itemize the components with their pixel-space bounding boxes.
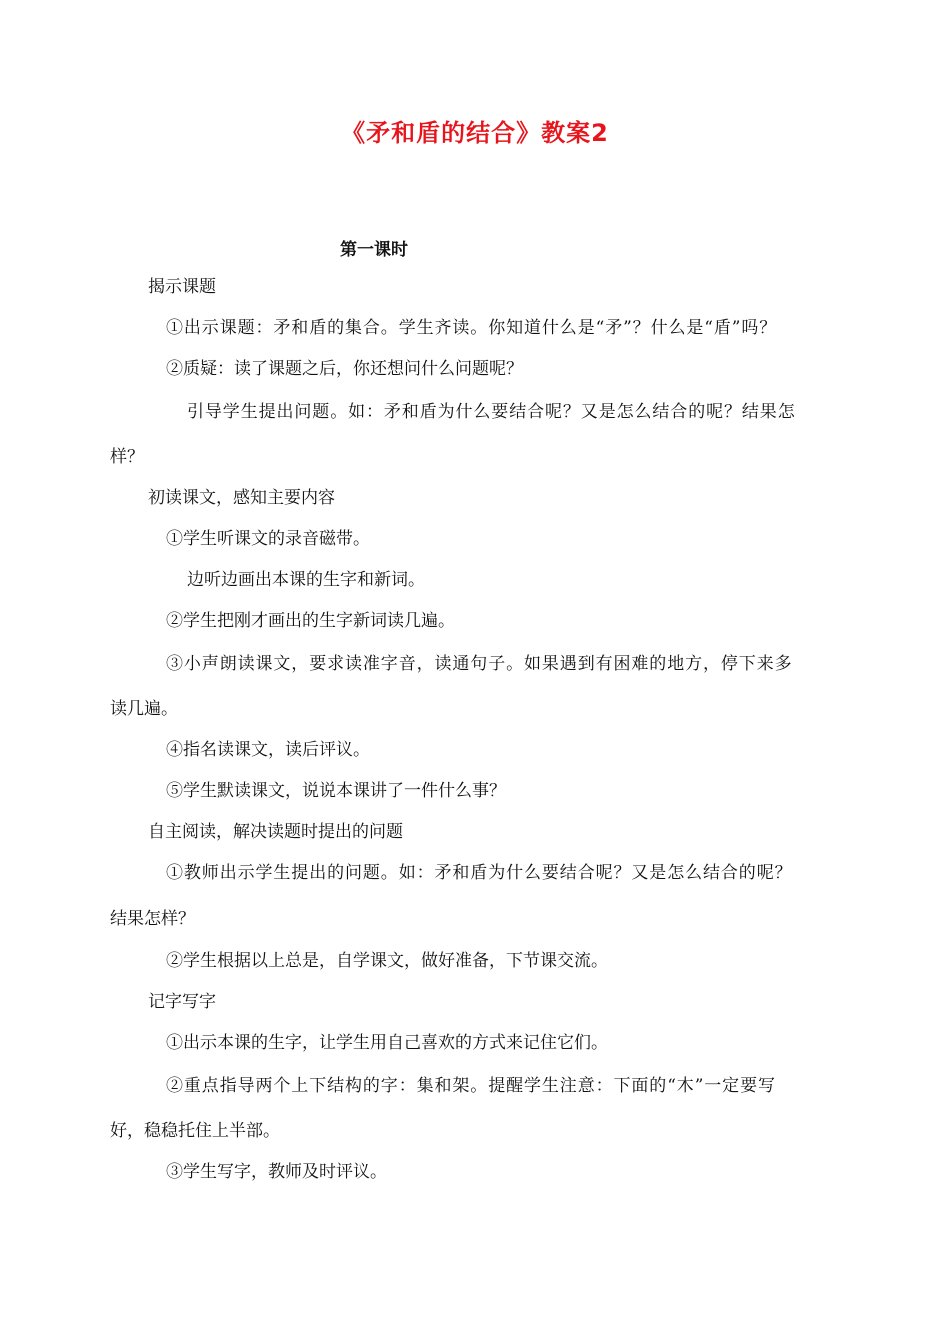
paragraph: ②学生把刚才画出的生字新词读几遍。 xyxy=(166,611,455,631)
paragraph: ④指名读课文，读后评议。 xyxy=(166,740,370,760)
paragraph: 结果怎样？ xyxy=(110,909,195,929)
paragraph: 边听边画出本课的生字和新词。 xyxy=(187,570,425,590)
paragraph: ⑤学生默读课文，说说本课讲了一件什么事？ xyxy=(166,781,506,801)
paragraph: ②学生根据以上总是，自学课文，做好准备，下节课交流。 xyxy=(166,951,608,971)
document-title: 《矛和盾的结合》教案2 xyxy=(341,119,609,147)
paragraph: ③小声朗读课文，要求读准字音，读通句子。如果遇到有困难的地方，停下来多 xyxy=(166,654,793,674)
paragraph: ①出示课题：矛和盾的集合。学生齐读。你知道什么是“矛”？什么是“盾”吗？ xyxy=(166,318,778,338)
section-heading: 自主阅读，解决读题时提出的问题 xyxy=(148,822,403,842)
section-heading: 初读课文，感知主要内容 xyxy=(148,488,335,508)
paragraph: ①学生听课文的录音磁带。 xyxy=(166,529,370,549)
section-heading: 揭示课题 xyxy=(148,277,216,297)
paragraph: 读几遍。 xyxy=(110,699,178,719)
paragraph: ③学生写字，教师及时评议。 xyxy=(166,1162,387,1182)
paragraph: 好，稳稳托住上半部。 xyxy=(110,1121,280,1141)
section-heading: 记字写字 xyxy=(148,992,216,1012)
paragraph: 引导学生提出问题。如：矛和盾为什么要结合呢？又是怎么结合的呢？结果怎 xyxy=(187,402,796,422)
paragraph: ①教师出示学生提出的问题。如：矛和盾为什么要结合呢？又是怎么结合的呢？ xyxy=(166,863,793,883)
paragraph: ②重点指导两个上下结构的字：集和架。提醒学生注意：下面的“木”一定要写 xyxy=(166,1076,776,1096)
paragraph: 样？ xyxy=(110,447,144,467)
paragraph: ②质疑：读了课题之后，你还想问什么问题呢？ xyxy=(166,359,523,379)
lesson-heading: 第一课时 xyxy=(340,240,408,260)
paragraph: ①出示本课的生字，让学生用自己喜欢的方式来记住它们。 xyxy=(166,1033,608,1053)
